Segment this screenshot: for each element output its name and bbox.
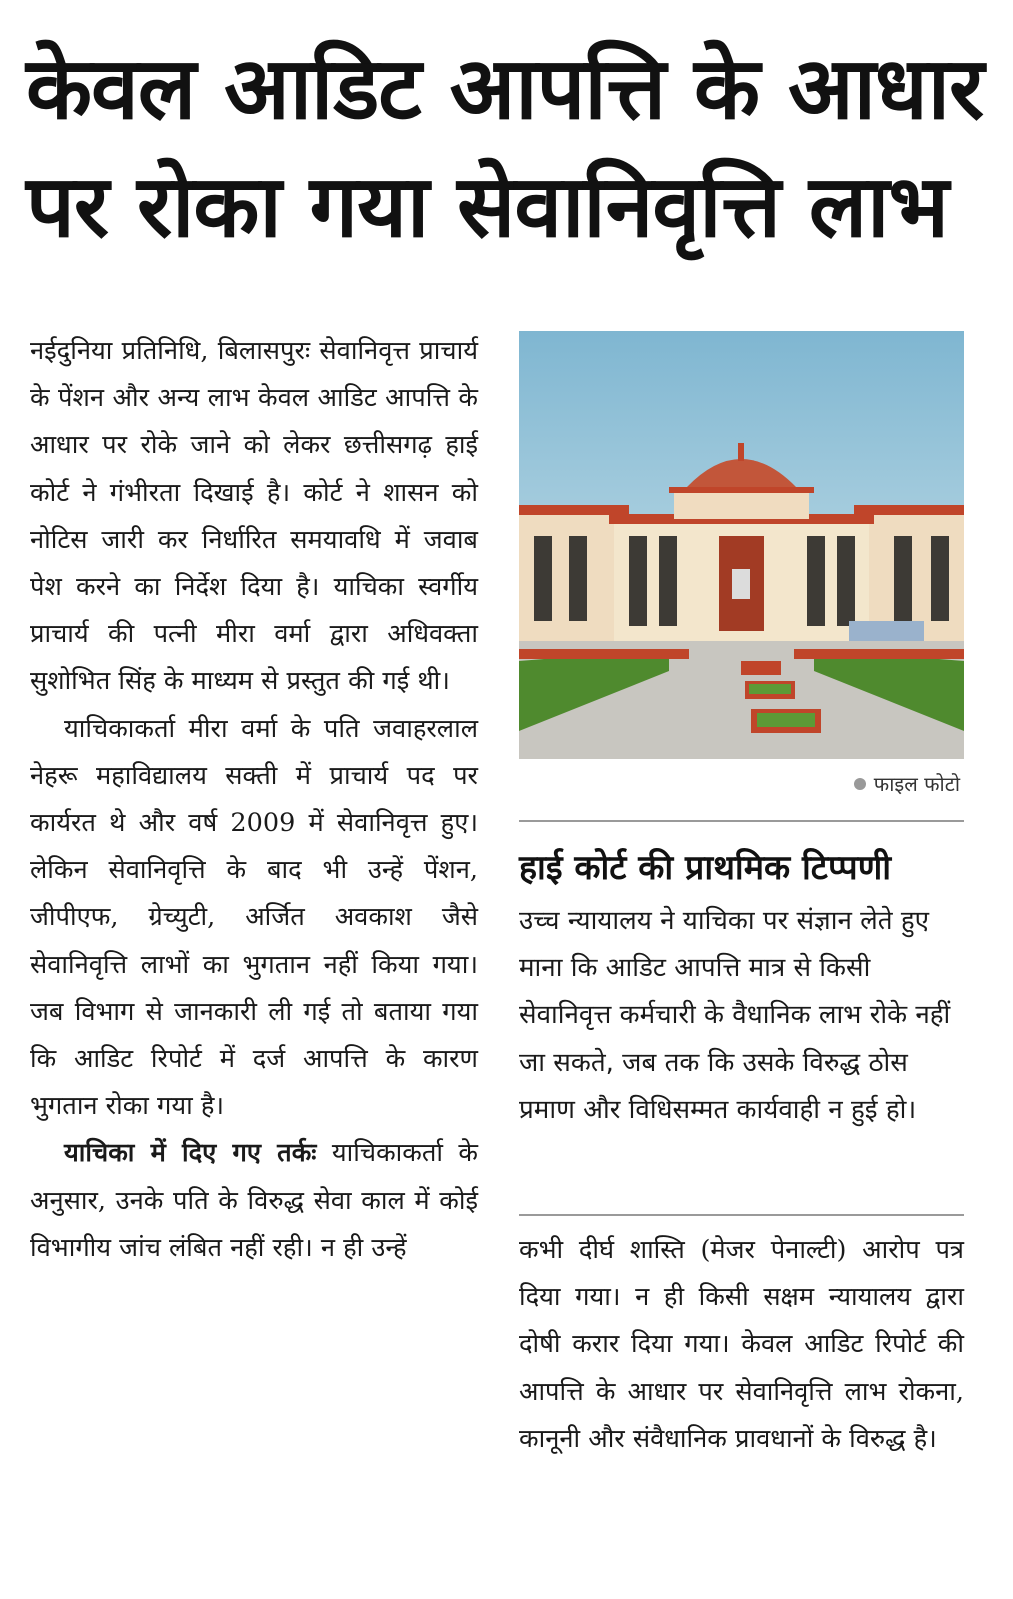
divider-bottom (519, 1214, 964, 1216)
dateline: नईदुनिया प्रतिनिधि, बिलासपुरः (30, 336, 311, 366)
paragraph-2: याचिकाकर्ता मीरा वर्मा के पति जवाहरलाल नेहरू महाविद्यालय सक्ती में प्राचार्य पद पर कार्यरत थे और वर्ष 2009 में सेवानिवृत्त हुए। लेकिन सेवानिवृत्ति के बाद भी उन्हें पेंशन, जीपीएफ, ग्रेच्युटी, अर्जित अवकाश जैसे सेवानिवृत्ति लाभों का भुगतान नहीं किया गया। जब विभाग से जानकारी ली गई तो बताया गया कि आडिट रिपोर्ट में दर्ज आपत्ति के कारण भुगतान रोका गया है। (30, 713, 478, 1122)
photo-caption-text: फाइल फोटो (873, 772, 960, 796)
photo-caption (760, 770, 960, 797)
article-continuation: कभी दीर्घ शास्ति (मेजर पेनाल्टी) आरोप पत्र दिया गया। न ही किसी सक्षम न्यायालय द्वारा दोषी करार दिया गया। केवल आडिट रिपोर्ट की आपत्ति के आधार पर सेवानिवृत्ति लाभ रोकना, कानूनी और संवैधानिक प्रावधानों के विरुद्ध है। (519, 1235, 964, 1454)
article-column-left (30, 328, 478, 1272)
paragraph-1 (30, 328, 478, 706)
high-court-photo (519, 331, 964, 759)
bullet-dot-icon (854, 778, 866, 790)
paragraph-1-body: सेवानिवृत्त प्राचार्य के पेंशन और अन्य लाभ केवल आडिट आपत्ति के आधार पर रोके जाने को लेकर छत्तीसगढ़ हाई कोर्ट ने गंभीरता दिखाई है। कोर्ट ने शासन को नोटिस जारी कर निर्धारित समयावधि में जवाब पेश करने का निर्देश दिया है। याचिका स्वर्गीय प्राचार्य की पत्नी मीरा वर्मा द्वारा अधिवक्ता सुशोभित सिंह के माध्यम से प्रस्तुत की गई थी। (30, 336, 478, 697)
paragraph-3-body: याचिकाकर्ता के अनुसार, उनके पति के विरुद्ध सेवा काल में कोई विभागीय जांच लंबित नहीं रही। न ही उन्हें (30, 1138, 478, 1263)
sidebar-box-title: हाई कोर्ट की प्राथमिक टिप्पणी (519, 848, 892, 888)
divider-top (519, 820, 964, 822)
sidebar-box-text: उच्च न्यायालय ने याचिका पर संज्ञान लेते हुए माना कि आडिट आपत्ति मात्र से किसी सेवानिवृत्त कर्मचारी के वैधानिक लाभ रोके नहीं जा सकते, जब तक कि उसके विरुद्ध ठोस प्रमाण और विधिसम्मत कार्यवाही न हुई हो। (519, 906, 951, 1125)
headline: केवल आडिट आपत्ति के आधार पर रोका गया सेवानिवृत्ति लाभ (26, 39, 984, 257)
inline-subhead: याचिका में दिए गए तर्कः (64, 1138, 317, 1169)
paragraph-3 (30, 1130, 478, 1272)
